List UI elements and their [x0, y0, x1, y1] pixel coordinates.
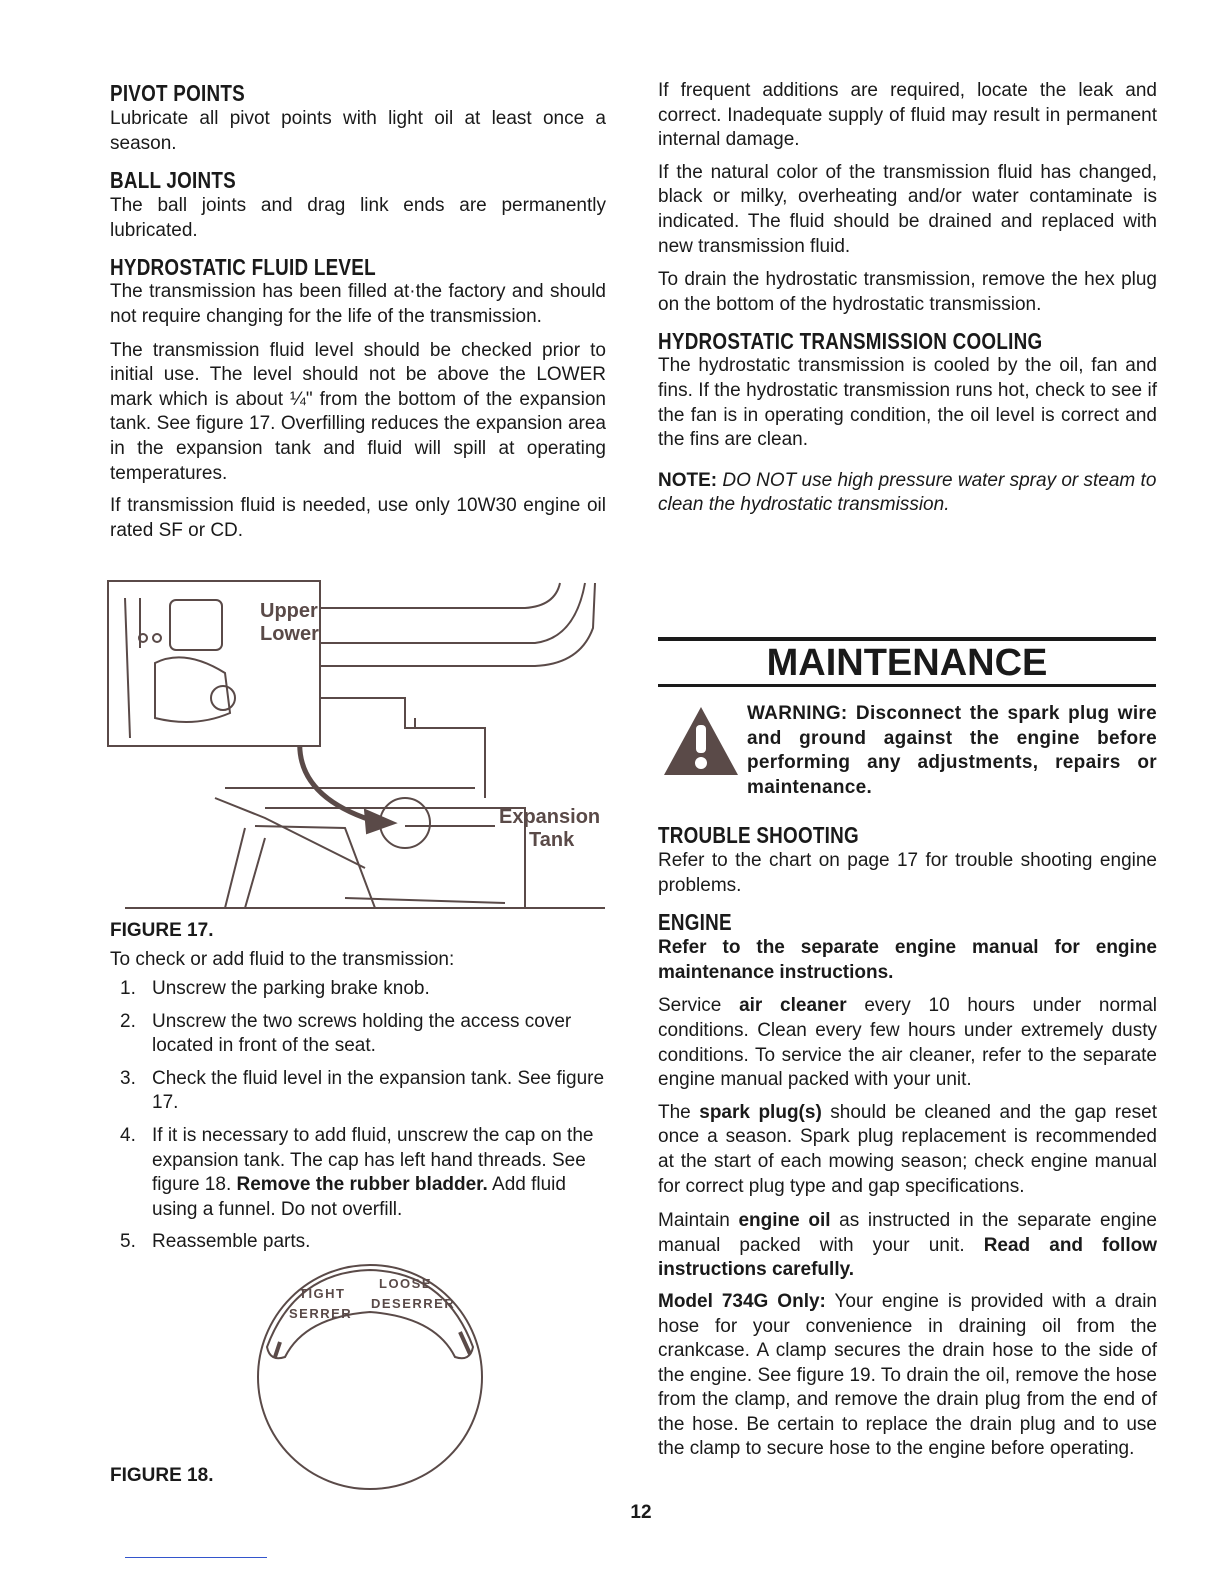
pivot-points-text: Lubricate all pivot points with light oil at least once a season. — [110, 108, 606, 154]
right-column-bottom — [658, 822, 1157, 1462]
label-expansion: Expansion — [499, 806, 601, 828]
text-part: Maintain — [658, 1210, 739, 1232]
trouble-shooting-text: Refer to the chart on page 17 for trouble shooting engine problems. — [658, 850, 1157, 896]
warning-triangle-icon — [662, 705, 740, 782]
right-column-top — [658, 79, 1157, 518]
list-text: Reassemble parts. — [152, 1231, 311, 1253]
hydro-paragraph-3: If transmission fluid is needed, use only 10W30 engine oil rated SF or CD. — [110, 495, 606, 541]
list-item — [120, 1124, 610, 1222]
label-upper: Upper — [260, 600, 318, 622]
cooling-text: The hydrostatic transmission is cooled by the oil, fan and fins. If the hydrostatic transmission runs hot, check to see if the fan is in operating condition, the oil level is correct and the fins are clean. — [658, 355, 1157, 451]
heading-ball-joints: BALL JOINTS — [110, 167, 237, 194]
heading-trouble-shooting: TROUBLE SHOOTING — [658, 822, 859, 848]
list-text-part: If it is necessary to add fluid, unscrew the cap on the expansion tank. The cap has left hand threads. See figure 18. — [152, 1124, 594, 1196]
text-part: Your engine is provided with a drain hose for your convenience in draining oil from the crankcase. A clamp secures the drain hose to the side of the engine. See figure 19. To drain the oil, remove the hose from the clamp, and remove the drain plug from the end of the hose. Be certain to replace the drain plug and to use the clamp to secure hose to the engine before operating. — [658, 1290, 1157, 1460]
text-part: The — [658, 1101, 700, 1123]
list-item — [120, 977, 610, 1002]
text-bold: Model 734G Only: — [658, 1290, 826, 1312]
heading-hydrostatic-fluid-level: HYDROSTATIC FLUID LEVEL — [110, 254, 376, 281]
list-text-bold: Remove the rubber bladder. — [236, 1174, 488, 1196]
text-part: as instructed in the separate engine manual packed with your unit. — [658, 1210, 1157, 1256]
list-text: Unscrew the parking brake knob. — [152, 978, 430, 999]
engine-paragraph-air-cleaner — [658, 994, 1157, 1092]
figure-18-caption: FIGURE 18. — [110, 1465, 214, 1486]
label-serrer: SERRER — [289, 1306, 353, 1321]
list-number: 2. — [120, 1010, 136, 1032]
heading-pivot-points: PIVOT POINTS — [110, 80, 245, 106]
hydro-paragraph-2: The transmission fluid level should be checked prior to initial use. The level should not be above the LOWER mark which is about ¼" from the bottom of the expansion tank. See figure 17. Overfilling reduces the expansion area in the expansion tank and fluid will spill at operating temperatures. — [110, 339, 606, 484]
label-tank: Tank — [529, 829, 575, 851]
text-part: every 10 hours under normal conditions. Clean every few hours under extremely dusty conditions. To service the air cleaner, refer to the separate engine manual packed with your unit. — [658, 995, 1157, 1091]
label-lower: Lower — [260, 623, 319, 645]
list-number: 1. — [120, 978, 136, 999]
text-bold: spark plug(s) — [699, 1101, 822, 1123]
check-intro: To check or add fluid to the transmission: — [110, 949, 455, 970]
text-bold: air cleaner — [739, 995, 847, 1017]
text-bold: Read and follow instructions carefully. — [658, 1234, 1157, 1281]
engine-paragraph-spark-plug — [658, 1101, 1157, 1199]
note-label: NOTE: — [658, 469, 718, 491]
figure-17-illustration — [105, 578, 615, 913]
list-number: 5. — [120, 1231, 136, 1253]
list-text-part: Add fluid using a funnel. Do not overfill. — [152, 1174, 566, 1220]
label-loose: LOOSE — [379, 1276, 433, 1291]
hydro-paragraph-1: The transmission has been filled at·the factory and should not require changing for the life of the transmission. — [110, 281, 606, 327]
heading-engine: ENGINE — [658, 909, 732, 936]
right-paragraph-2: If the natural color of the transmission fluid has changed, black or milky, overheating and/or water contaminate is indicated. The fluid should be drained and replaced with new transmission fluid. — [658, 161, 1157, 257]
list-number: 3. — [120, 1067, 136, 1089]
footer-line — [125, 1557, 267, 1558]
steps-list — [120, 977, 610, 1263]
note — [658, 469, 1157, 518]
list-text: Unscrew the two screws holding the access cover located in front of the seat. — [152, 1010, 572, 1057]
list-text: Check the fluid level in the expansion tank. See figure 17. — [152, 1067, 605, 1114]
figure-18-cap-illustration — [255, 1262, 485, 1492]
maintenance-title: MAINTENANCE — [766, 642, 1048, 684]
note-text: DO NOT use high pressure water spray or steam to clean the hydrostatic transmission. — [658, 469, 1157, 516]
label-deserrer: DESERRER — [371, 1296, 456, 1311]
heading-transmission-cooling: HYDROSTATIC TRANSMISSION COOLING — [658, 328, 1043, 355]
engine-manual-note: Refer to the separate engine manual for engine maintenance instructions. — [658, 937, 1157, 983]
list-item — [120, 1010, 610, 1059]
label-tight: TIGHT — [299, 1286, 346, 1301]
list-number: 4. — [120, 1124, 136, 1146]
ball-joints-text: The ball joints and drag link ends are permanently lubricated. — [110, 195, 606, 241]
list-item — [120, 1067, 610, 1116]
list-text — [152, 1124, 610, 1222]
right-paragraph-3: To drain the hydrostatic transmission, remove the hex plug on the bottom of the hydrostatic transmission. — [658, 269, 1157, 315]
engine-paragraph-oil — [658, 1209, 1157, 1283]
text-part: should be cleaned and the gap reset once a season. Spark plug replacement is recommended at the start of each mowing season; check engine manual for correct plug type and gap specifications. — [658, 1101, 1157, 1197]
text-bold: engine oil — [738, 1210, 831, 1232]
figure-17-caption: FIGURE 17. — [110, 920, 214, 941]
engine-paragraph-model-734g — [658, 1290, 1157, 1462]
page-number: 12 — [630, 1502, 652, 1523]
section-rule-bottom — [658, 684, 1156, 687]
left-column-text — [110, 80, 606, 543]
right-paragraph-1: If frequent additions are required, locate the leak and correct. Inadequate supply of fluid may result in permanent internal damage. — [658, 80, 1157, 151]
warning-text: WARNING: Disconnect the spark plug wire and ground against the engine before performing any adjustments, repairs or maintenance. — [747, 703, 1157, 798]
text-part: Service — [658, 995, 740, 1017]
list-item — [120, 1230, 610, 1255]
